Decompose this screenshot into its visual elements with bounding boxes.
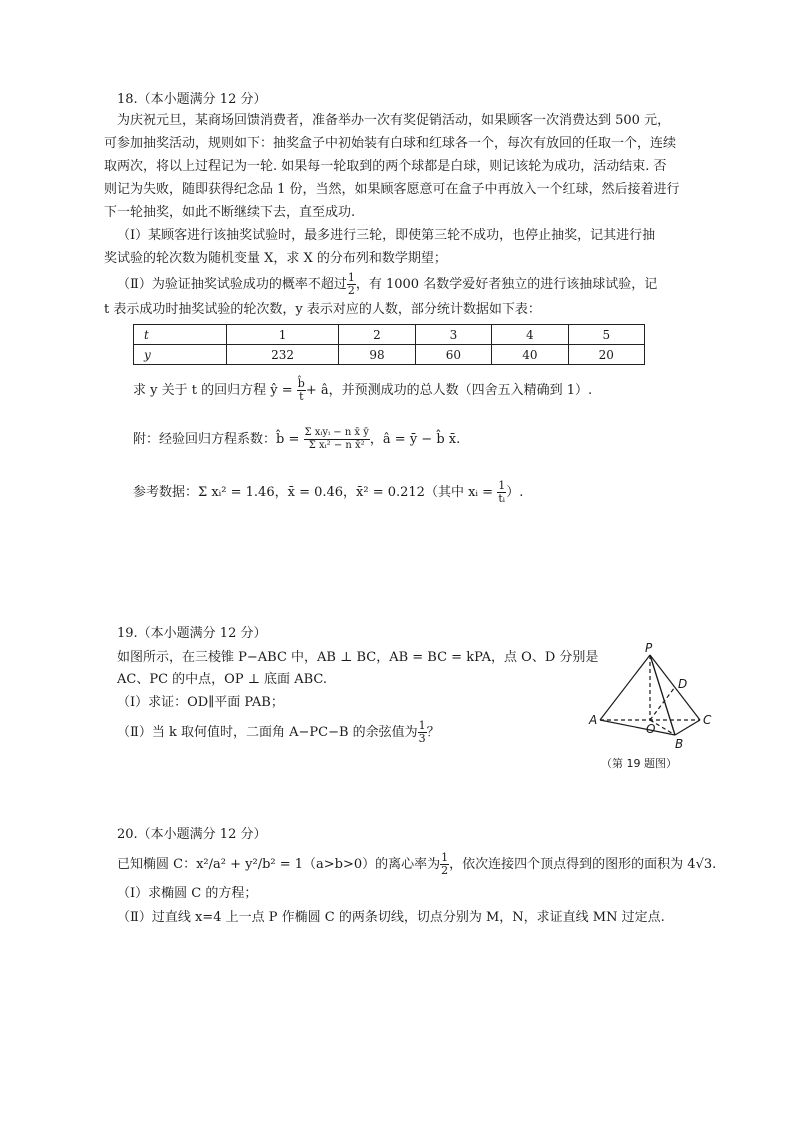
- q18-paragraph-line: 为庆祝元旦，某商场回馈消费者，准备举办一次有奖促销活动，如果顾客一次消费达到 500 元，: [117, 113, 671, 128]
- table-cell: 3: [415, 325, 491, 345]
- fraction-numerator: b̂: [297, 377, 305, 390]
- q20-heading: 20.（本小题满分 12 分）: [117, 827, 267, 842]
- table-cell: 98: [339, 345, 415, 365]
- q18-reference-line: [133, 478, 523, 508]
- reference-end: ）.: [506, 485, 524, 500]
- fraction: [347, 272, 356, 297]
- appendix-ahat: ，â = ȳ − b̂ x̄.: [369, 432, 461, 447]
- q20-part1: （Ⅰ）求椭圆 C 的方程；: [117, 886, 258, 901]
- table-row: [134, 345, 645, 365]
- q20-text: ，依次连接四个顶点得到的图形的面积为 4√3.: [449, 857, 717, 872]
- edge-od-dashed: [650, 687, 675, 720]
- label-d: D: [678, 677, 688, 691]
- q18-part2-line: t 表示成功时抽奖试验的轮次数，y 表示对应的人数，部分统计数据如下表：: [104, 302, 541, 317]
- table-cell: 4: [492, 325, 568, 345]
- fraction-denominator: 2: [441, 864, 449, 877]
- fraction: [297, 378, 306, 403]
- q19-part1: （Ⅰ）求证：OD∥平面 PAB；: [117, 695, 284, 710]
- fraction-denominator: 3: [418, 732, 426, 745]
- q20-text: 已知椭圆 C：: [117, 857, 197, 872]
- q18-paragraph-line: 取两次，将以上过程记为一轮. 如果每一轮取到的两个球都是白球，则记该轮为成功，活动结束. 否: [104, 159, 667, 174]
- table-header-y: y: [134, 345, 227, 365]
- table-cell: 40: [492, 345, 568, 365]
- ellipse-equation: x²/a² + y²/b² = 1（a>b>0）的离心率为: [196, 857, 441, 872]
- table-cell: 5: [568, 325, 644, 345]
- q18-heading: 18.（本小题满分 12 分）: [117, 92, 267, 107]
- fraction-numerator: Σ xᵢyᵢ − n x̄ ȳ: [304, 427, 369, 438]
- label-c: C: [703, 713, 712, 727]
- q19-part2: [117, 718, 440, 748]
- q20-line: [117, 850, 716, 880]
- pyramid-figure: [585, 640, 725, 775]
- fraction-denominator: 2: [347, 284, 355, 297]
- q18-paragraph-line: 下一轮抽奖，如此不断继续下去，直至成功.: [104, 205, 356, 220]
- fraction-denominator: t: [299, 390, 304, 403]
- label-o: O: [646, 722, 656, 736]
- edge-ab: [600, 720, 675, 735]
- regression-yhat: ŷ =: [270, 383, 293, 398]
- fraction-numerator: 1: [347, 271, 355, 284]
- statistics-table: [133, 324, 645, 365]
- fraction-denominator: Σ xᵢ² − n x̄²: [308, 440, 365, 451]
- regression-text: ，并预测成功的总人数（四舍五入精确到 1）.: [328, 383, 593, 398]
- table-cell: 20: [568, 345, 644, 365]
- regression-text: 求 y 关于 t 的回归方程: [133, 383, 267, 398]
- edge-bc: [675, 720, 700, 735]
- q18-part2-text: （Ⅱ）为验证抽奖试验成功的概率不超过: [117, 277, 347, 292]
- fraction: [440, 852, 449, 877]
- appendix-label: 附：经验回归方程系数：: [133, 432, 277, 447]
- table-cell: 2: [339, 325, 415, 345]
- figure-caption: （第 19 题图）: [601, 757, 677, 770]
- edge-pc: [650, 655, 700, 720]
- q18-part2-text: ，有 1000 名数学爱好者独立的进行该抽球试验，记: [355, 277, 658, 292]
- q18-appendix-line: [133, 420, 460, 460]
- fraction-numerator: 1: [441, 851, 449, 864]
- label-p: P: [645, 641, 653, 655]
- q19-line: 如图所示，在三棱锥 P−ABC 中，AB ⊥ BC，AB = BC = kPA，点 O、D 分别是: [117, 650, 599, 665]
- regression-ahat: + â: [305, 383, 329, 398]
- q18-part2-line: [117, 270, 657, 300]
- q18-part1-line: （Ⅰ）某顾客进行该抽奖试验时，最多进行三轮，即使第三轮不成功，也停止抽奖，记其进行抽: [117, 228, 656, 243]
- q20-part2: （Ⅱ）过直线 x=4 上一点 P 作椭圆 C 的两条切线，切点分别为 M，N，求证直线 MN 过定点.: [117, 910, 665, 925]
- q19-part2-text: （Ⅱ）当 k 取何值时，二面角 A−PC−B 的余弦值为: [117, 725, 418, 740]
- fraction-numerator: 1: [418, 719, 426, 732]
- q19-part2-text: ？: [426, 725, 440, 740]
- label-b: B: [675, 737, 684, 751]
- reference-label: 参考数据：: [133, 485, 199, 500]
- q18-paragraph-line: 则记为失败，随即获得纪念品 1 份，当然，如果顾客愿意可在盒子中再放入一个红球，然后接着进行: [104, 182, 680, 197]
- appendix-bhat: b̂ =: [276, 432, 300, 447]
- q18-part1-line: 奖试验的轮次数为随机变量 X，求 X 的分布列和数学期望；: [104, 251, 447, 266]
- label-a: A: [589, 713, 598, 727]
- table-cell: 232: [227, 345, 339, 365]
- fraction-numerator: 1: [498, 479, 506, 492]
- fraction: [418, 720, 427, 745]
- table-header-t: t: [134, 325, 227, 345]
- table-row: [134, 325, 645, 345]
- fraction: [304, 427, 370, 452]
- edge-pa: [600, 655, 650, 720]
- q19-line: AC、PC 的中点，OP ⊥ 底面 ABC.: [117, 672, 327, 687]
- q18-paragraph-line: 可参加抽奖活动，规则如下：抽奖盒子中初始装有白球和红球各一个，每次有放回的任取一个，连续: [104, 136, 677, 151]
- table-cell: 1: [227, 325, 339, 345]
- q19-heading: 19.（本小题满分 12 分）: [117, 626, 267, 641]
- fraction: [497, 480, 506, 505]
- fraction-denominator: tᵢ: [498, 492, 506, 505]
- reference-values: Σ xᵢ² = 1.46，x̄ = 0.46，x̄² = 0.212（其中 xᵢ =: [198, 485, 494, 500]
- q18-regression-line: [133, 376, 592, 406]
- table-cell: 60: [415, 345, 491, 365]
